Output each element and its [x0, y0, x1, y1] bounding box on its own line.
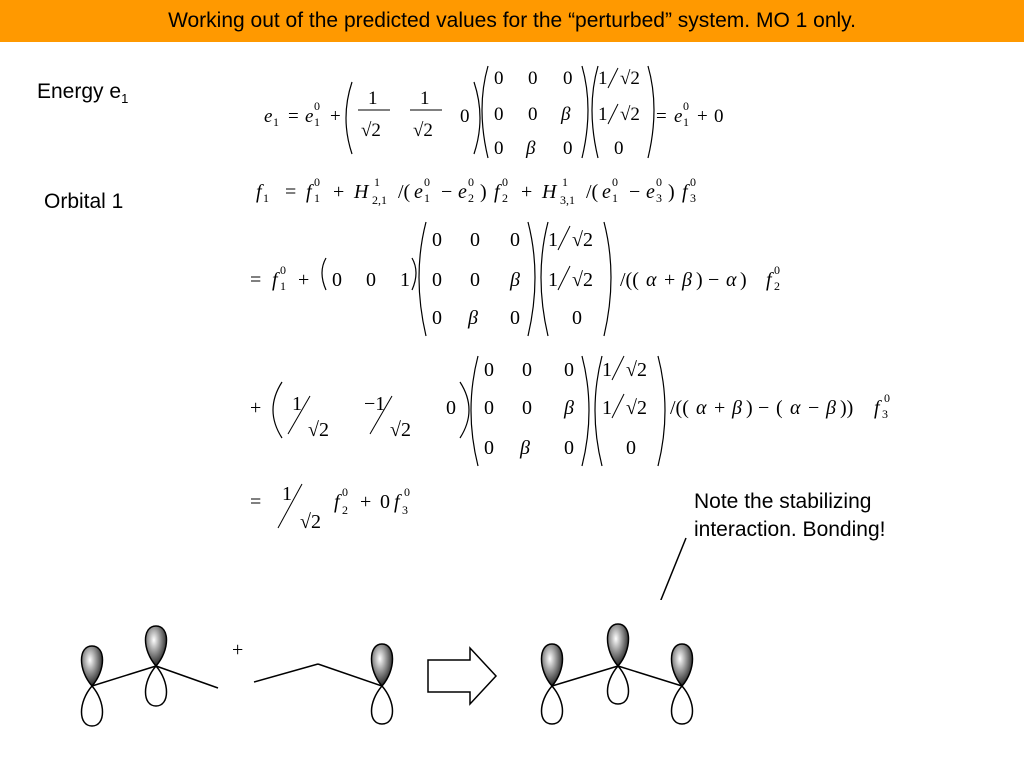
svg-text:2: 2	[342, 503, 348, 517]
svg-text:√2: √2	[361, 120, 381, 141]
note-arrow	[646, 538, 686, 600]
svg-text:1: 1	[374, 175, 380, 189]
svg-text:1: 1	[292, 393, 302, 415]
energy-label-sub: 1	[121, 91, 129, 107]
svg-text:/((: /((	[670, 397, 689, 419]
svg-text:0: 0	[626, 437, 636, 459]
svg-text:√2: √2	[390, 419, 411, 441]
svg-text:=: =	[250, 269, 262, 291]
svg-text:): )	[696, 269, 703, 291]
svg-text:1: 1	[602, 359, 612, 381]
svg-text:/(: /(	[398, 181, 411, 203]
svg-text:0: 0	[528, 104, 538, 125]
svg-text:f: f	[394, 491, 400, 513]
svg-text:)): ))	[840, 397, 854, 419]
svg-text:0: 0	[484, 359, 494, 381]
svg-text:3: 3	[402, 503, 408, 517]
svg-text:0: 0	[424, 175, 430, 189]
svg-text:0: 0	[432, 307, 442, 329]
svg-text:0: 0	[714, 106, 724, 127]
svg-text:−: −	[758, 397, 770, 419]
svg-text:+: +	[333, 181, 345, 203]
svg-text:1: 1	[612, 191, 618, 205]
svg-text:1: 1	[548, 269, 558, 291]
svg-text:3: 3	[882, 407, 888, 421]
svg-text:f: f	[874, 397, 880, 419]
svg-text:√2: √2	[626, 359, 647, 381]
svg-text:β: β	[561, 104, 571, 125]
svg-text:+: +	[697, 106, 708, 127]
svg-text:/((: /((	[620, 269, 639, 291]
energy-label-text: Energy e	[37, 80, 122, 103]
reaction-arrow-icon	[428, 648, 496, 704]
svg-text:0: 0	[563, 68, 573, 89]
svg-text:0: 0	[614, 138, 624, 159]
svg-text:+: +	[521, 181, 533, 203]
p-orbital-lobe-empty	[82, 686, 103, 726]
svg-text:1: 1	[683, 115, 689, 129]
svg-text:0: 0	[468, 175, 474, 189]
svg-text:0: 0	[564, 437, 574, 459]
svg-text:=: =	[250, 491, 262, 513]
svg-text:f: f	[766, 269, 772, 291]
svg-text:β: β	[732, 397, 742, 419]
svg-text:e: e	[414, 181, 423, 203]
svg-text:3: 3	[690, 191, 696, 205]
note-line-2: interaction. Bonding!	[694, 518, 886, 541]
svg-text:1: 1	[598, 104, 608, 125]
svg-text:e: e	[458, 181, 467, 203]
svg-text:2: 2	[502, 191, 508, 205]
svg-text:0: 0	[314, 175, 320, 189]
svg-text:+: +	[664, 269, 676, 291]
fragment-product	[542, 624, 693, 724]
svg-text:e: e	[602, 181, 611, 203]
svg-text:√2: √2	[300, 511, 321, 533]
orbital-equation-line-1	[256, 175, 696, 207]
svg-text:+: +	[330, 106, 341, 127]
svg-text:1: 1	[282, 483, 292, 505]
svg-text:0: 0	[470, 229, 480, 251]
svg-text:0: 0	[884, 391, 890, 405]
svg-text:): )	[480, 181, 487, 203]
svg-text:0: 0	[564, 359, 574, 381]
svg-text:+: +	[714, 397, 726, 419]
fragment-allyl-two	[82, 626, 219, 726]
svg-text:0: 0	[612, 175, 618, 189]
svg-text:): )	[740, 269, 747, 291]
svg-text:f: f	[682, 181, 688, 203]
svg-text:(: (	[776, 397, 783, 419]
svg-text:0: 0	[510, 307, 520, 329]
svg-text:3,1: 3,1	[560, 193, 575, 207]
orbital-equation-line-2	[250, 222, 780, 336]
energy-equation	[264, 66, 724, 159]
svg-text:√2: √2	[620, 104, 640, 125]
svg-text:0: 0	[494, 138, 504, 159]
svg-text:1: 1	[602, 397, 612, 419]
svg-text:0: 0	[404, 485, 410, 499]
svg-text:3: 3	[656, 191, 662, 205]
svg-text:0: 0	[432, 269, 442, 291]
svg-text:0: 0	[528, 68, 538, 89]
svg-text:1: 1	[400, 269, 410, 291]
svg-text:√2: √2	[308, 419, 329, 441]
svg-text:0: 0	[656, 175, 662, 189]
svg-text:−: −	[808, 397, 820, 419]
svg-text:1: 1	[598, 68, 608, 89]
svg-text:): )	[746, 397, 753, 419]
svg-text:α: α	[726, 269, 737, 291]
svg-text:2,1: 2,1	[372, 193, 387, 207]
svg-text:0: 0	[563, 138, 573, 159]
svg-text:H: H	[354, 181, 369, 203]
svg-text:β: β	[526, 138, 536, 159]
svg-text:β: β	[520, 437, 530, 459]
orbital-equation-result	[250, 483, 410, 533]
svg-text:f: f	[494, 181, 500, 203]
svg-text:0: 0	[342, 485, 348, 499]
svg-text:H: H	[542, 181, 557, 203]
svg-text:2: 2	[468, 191, 474, 205]
svg-text:0: 0	[470, 269, 480, 291]
svg-text:e: e	[646, 181, 655, 203]
svg-text:=: =	[288, 106, 299, 127]
svg-text:0: 0	[494, 68, 504, 89]
svg-text:√2: √2	[572, 269, 593, 291]
plus-sign: +	[232, 639, 244, 661]
svg-text:): )	[668, 181, 675, 203]
svg-text:+: +	[250, 397, 262, 419]
svg-text:=: =	[285, 181, 297, 203]
svg-text:1: 1	[420, 88, 430, 109]
svg-text:1: 1	[280, 279, 286, 293]
svg-text:f: f	[334, 491, 340, 513]
svg-text:+: +	[298, 269, 310, 291]
svg-text:+: +	[360, 491, 372, 513]
svg-text:0: 0	[774, 263, 780, 277]
svg-text:α: α	[646, 269, 657, 291]
svg-text:β: β	[510, 269, 520, 291]
svg-text:0: 0	[510, 229, 520, 251]
svg-text:1: 1	[368, 88, 378, 109]
svg-text:α: α	[696, 397, 707, 419]
svg-text:0: 0	[280, 263, 286, 277]
svg-text:0: 0	[522, 397, 532, 419]
fragment-single	[254, 644, 393, 724]
svg-text:√2: √2	[626, 397, 647, 419]
orbital-label: Orbital 1	[44, 190, 124, 213]
svg-text:−1: −1	[364, 393, 386, 415]
svg-text:0: 0	[366, 269, 376, 291]
svg-text:α: α	[790, 397, 801, 419]
svg-text:β: β	[682, 269, 692, 291]
svg-text:0: 0	[683, 99, 689, 113]
svg-text:0: 0	[484, 437, 494, 459]
p-orbital-lobe-shaded	[82, 646, 103, 686]
svg-text:−: −	[629, 181, 641, 203]
svg-text:0: 0	[380, 491, 390, 513]
svg-text:√2: √2	[620, 68, 640, 89]
slide-title: Working out of the predicted values for the “perturbed” system. MO 1 only.	[168, 9, 856, 32]
svg-text:1: 1	[263, 191, 269, 205]
orbital-equation-line-3	[250, 356, 890, 466]
svg-text:0: 0	[522, 359, 532, 381]
svg-text:0: 0	[572, 307, 582, 329]
svg-text:1: 1	[562, 175, 568, 189]
svg-text:f: f	[306, 181, 312, 203]
svg-text:/(: /(	[586, 181, 599, 203]
svg-text:f: f	[256, 181, 262, 203]
svg-text:e: e	[674, 106, 683, 127]
svg-text:1: 1	[314, 191, 320, 205]
svg-text:0: 0	[460, 106, 470, 127]
svg-text:2: 2	[774, 279, 780, 293]
svg-text:1: 1	[314, 115, 320, 129]
svg-text:0: 0	[446, 397, 456, 419]
svg-text:β: β	[826, 397, 836, 419]
svg-text:e: e	[264, 106, 273, 127]
orbital-diagram	[0, 600, 1024, 768]
svg-text:1: 1	[424, 191, 430, 205]
svg-text:−: −	[441, 181, 453, 203]
svg-text:β: β	[468, 307, 478, 329]
svg-text:0: 0	[432, 229, 442, 251]
svg-text:0: 0	[690, 175, 696, 189]
svg-text:f: f	[272, 269, 278, 291]
note-line-1: Note the stabilizing	[694, 490, 872, 513]
svg-text:√2: √2	[413, 120, 433, 141]
svg-text:0: 0	[332, 269, 342, 291]
svg-text:0: 0	[502, 175, 508, 189]
svg-text:√2: √2	[572, 229, 593, 251]
svg-text:0: 0	[314, 99, 320, 113]
svg-text:=: =	[656, 106, 667, 127]
svg-text:1: 1	[548, 229, 558, 251]
svg-text:e: e	[305, 106, 314, 127]
svg-text:−: −	[708, 269, 720, 291]
svg-text:0: 0	[494, 104, 504, 125]
svg-text:1: 1	[273, 115, 279, 129]
svg-text:0: 0	[484, 397, 494, 419]
svg-text:β: β	[564, 397, 574, 419]
